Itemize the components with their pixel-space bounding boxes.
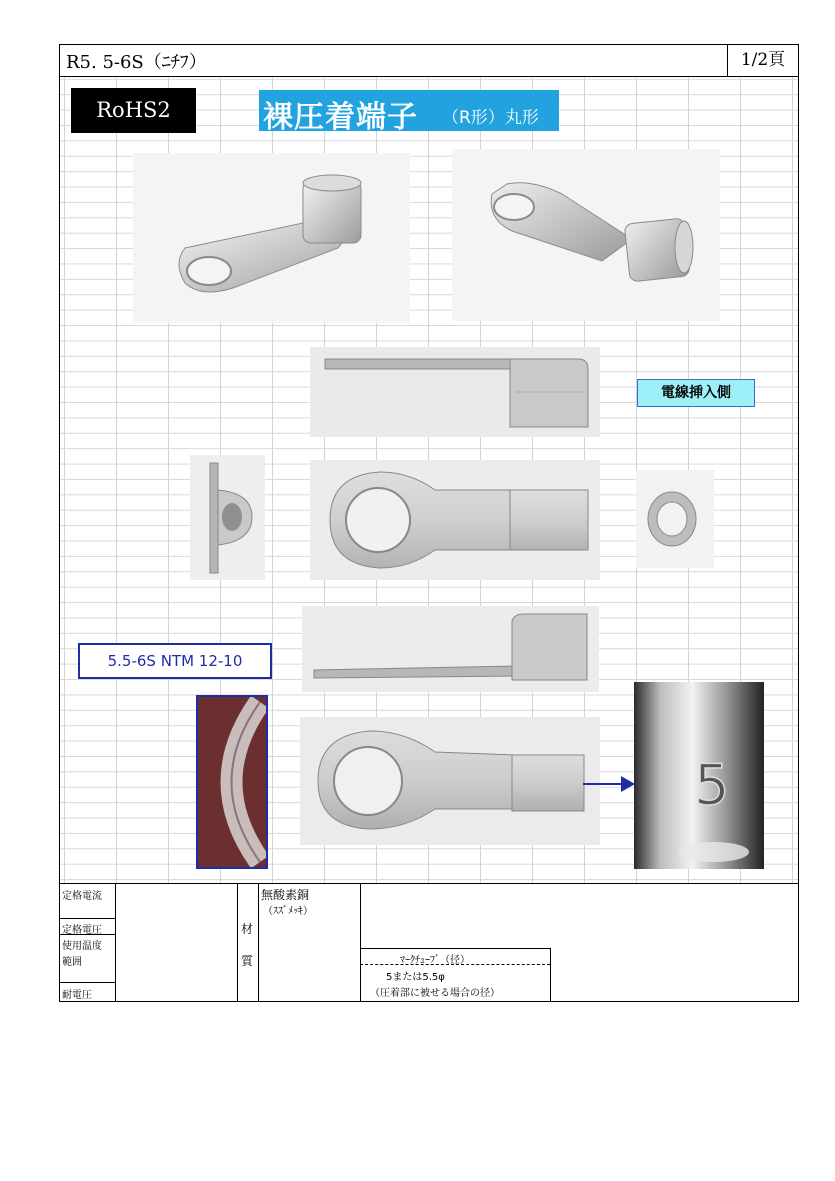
stamped-digit: 5	[694, 753, 730, 818]
rated-voltage-label: 定格電圧	[62, 925, 102, 936]
photo-stamp-closeup	[634, 682, 764, 869]
temperature-label-1: 使用温度	[62, 941, 102, 952]
material-label-1: 材	[241, 922, 254, 936]
banner-main-text: 裸圧着端子	[263, 100, 418, 131]
photo-top-view-2	[300, 717, 600, 845]
photo-marking-closeup	[196, 695, 268, 869]
photo-end-view-left	[190, 455, 265, 580]
withstand-voltage-label: 耐電圧	[62, 990, 92, 1001]
model-marking-label: 5.5-6S NTM 12-10	[78, 643, 272, 679]
marker-tube-header: ﾏｰｸﾁｭｰﾌﾞ（径）	[400, 955, 470, 966]
product-banner	[259, 90, 559, 131]
banner-sub-text: （R形）丸形	[442, 108, 539, 128]
photo-end-view-right	[636, 470, 714, 568]
photo-angled-view-2	[452, 149, 720, 321]
rohs-badge: RoHS2	[71, 88, 196, 133]
temperature-label-2: 範囲	[62, 957, 82, 968]
spec-table	[60, 883, 798, 1002]
arrow-icon	[583, 773, 635, 795]
photo-side-view-2	[302, 606, 599, 692]
material-label-2: 質	[241, 954, 254, 968]
spec-sheet	[59, 44, 799, 1002]
page-number: 1/2頁	[727, 45, 798, 76]
photo-side-view	[310, 347, 600, 437]
material-plating: （ｽｽﾞﾒｯｷ）	[263, 906, 313, 917]
photo-angled-view-1	[133, 153, 410, 323]
product-code-title: R5. 5-6S（ﾆﾁﾌ）	[66, 52, 207, 73]
photo-top-view	[310, 460, 600, 580]
sheet-header	[60, 45, 798, 77]
marker-tube-note: （圧着部に被せる場合の径）	[370, 988, 500, 999]
marker-tube-diameter: 5または5.5φ	[386, 972, 445, 983]
wire-insertion-side-label: 電線挿入側	[637, 379, 755, 407]
material-value: 無酸素銅	[261, 888, 310, 902]
rated-current-label: 定格電流	[62, 891, 102, 902]
